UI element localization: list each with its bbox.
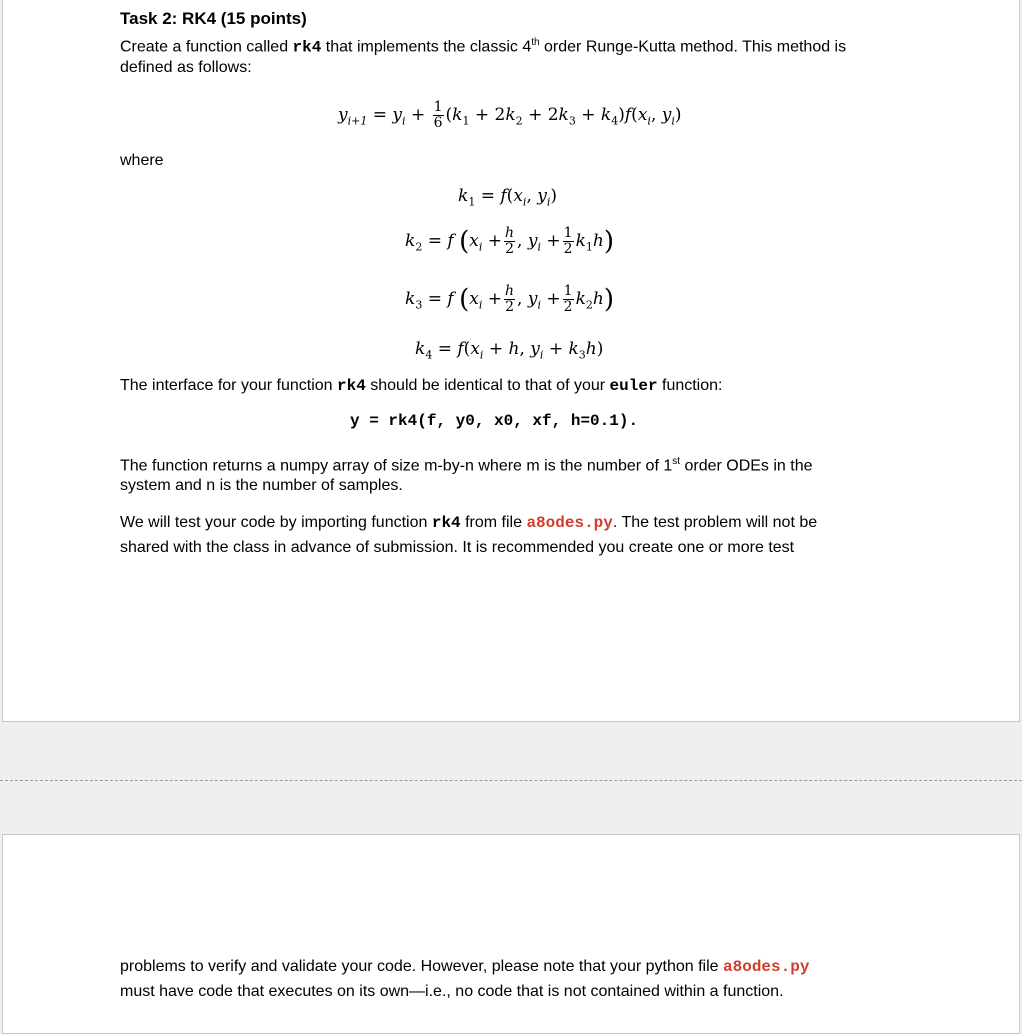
page-break-divider	[0, 780, 1022, 781]
returns-paragraph-line1: The function returns a numpy array of size m-by-n where m is the number of 1st order ODEs in the	[120, 456, 813, 475]
returns-paragraph-line2: system and n is the number of samples.	[120, 477, 403, 494]
testing-paragraph-line2: shared with the class in advance of submission. It is recommended you create one or more test	[120, 539, 795, 556]
k1-equation: $k_1 = f(x_i$, $y_i$)	[458, 186, 558, 209]
interface-paragraph: The interface for your function rk4 should be identical to that of your euler function:	[120, 377, 723, 395]
rk4-code: rk4	[292, 38, 322, 57]
document-page-2	[2, 834, 1020, 1034]
k2-equation: $k_2 = f$ ($x_i$ + $\frac{h}{2}$ , $y_i$ + $\frac{1}{2}$ $k_1h$)	[405, 225, 614, 257]
where-label: where	[120, 152, 164, 169]
function-signature: y = rk4(f, y0, x0, xf, h=0.1).	[350, 412, 639, 430]
k3-equation: $k_3 = f$ ($x_i$ + $\frac{h}{2}$ , $y_i$ + $\frac{1}{2}$ $k_2h$)	[405, 283, 614, 315]
continued-paragraph-line2: must have code that executes on its own—i.e., no code that is not contained within a function.	[120, 983, 784, 1000]
testing-paragraph-line1: We will test your code by importing function rk4 from file a8odes.py. The test problem will not be	[120, 514, 818, 532]
continued-paragraph-line1: problems to verify and validate your code. However, please note that your python file a8odes.py	[120, 958, 810, 976]
rk4-code: rk4	[431, 514, 461, 532]
task-title: Task 2: RK4 (15 points)	[120, 9, 307, 28]
file-name-code: a8odes.py	[723, 958, 810, 976]
intro-paragraph-line1: Create a function called rk4 that implements the classic 4th order Runge-Kutta method. This method is	[120, 37, 847, 57]
file-name-code: a8odes.py	[526, 514, 613, 532]
rk4-update-equation: $y_{i+1} = y_i$ + $\frac{1}{6}$ $(k_1 + 2k_2 + 2k_3 + k_4)f(x_i$, $y_i$)	[338, 99, 682, 131]
rk4-code: rk4	[337, 377, 366, 395]
intro-paragraph-line2: defined as follows:	[120, 59, 252, 76]
euler-code: euler	[609, 377, 658, 395]
k4-equation: $k_4 = f(x_i + h$, $y_i + k_3h$)	[415, 339, 604, 362]
